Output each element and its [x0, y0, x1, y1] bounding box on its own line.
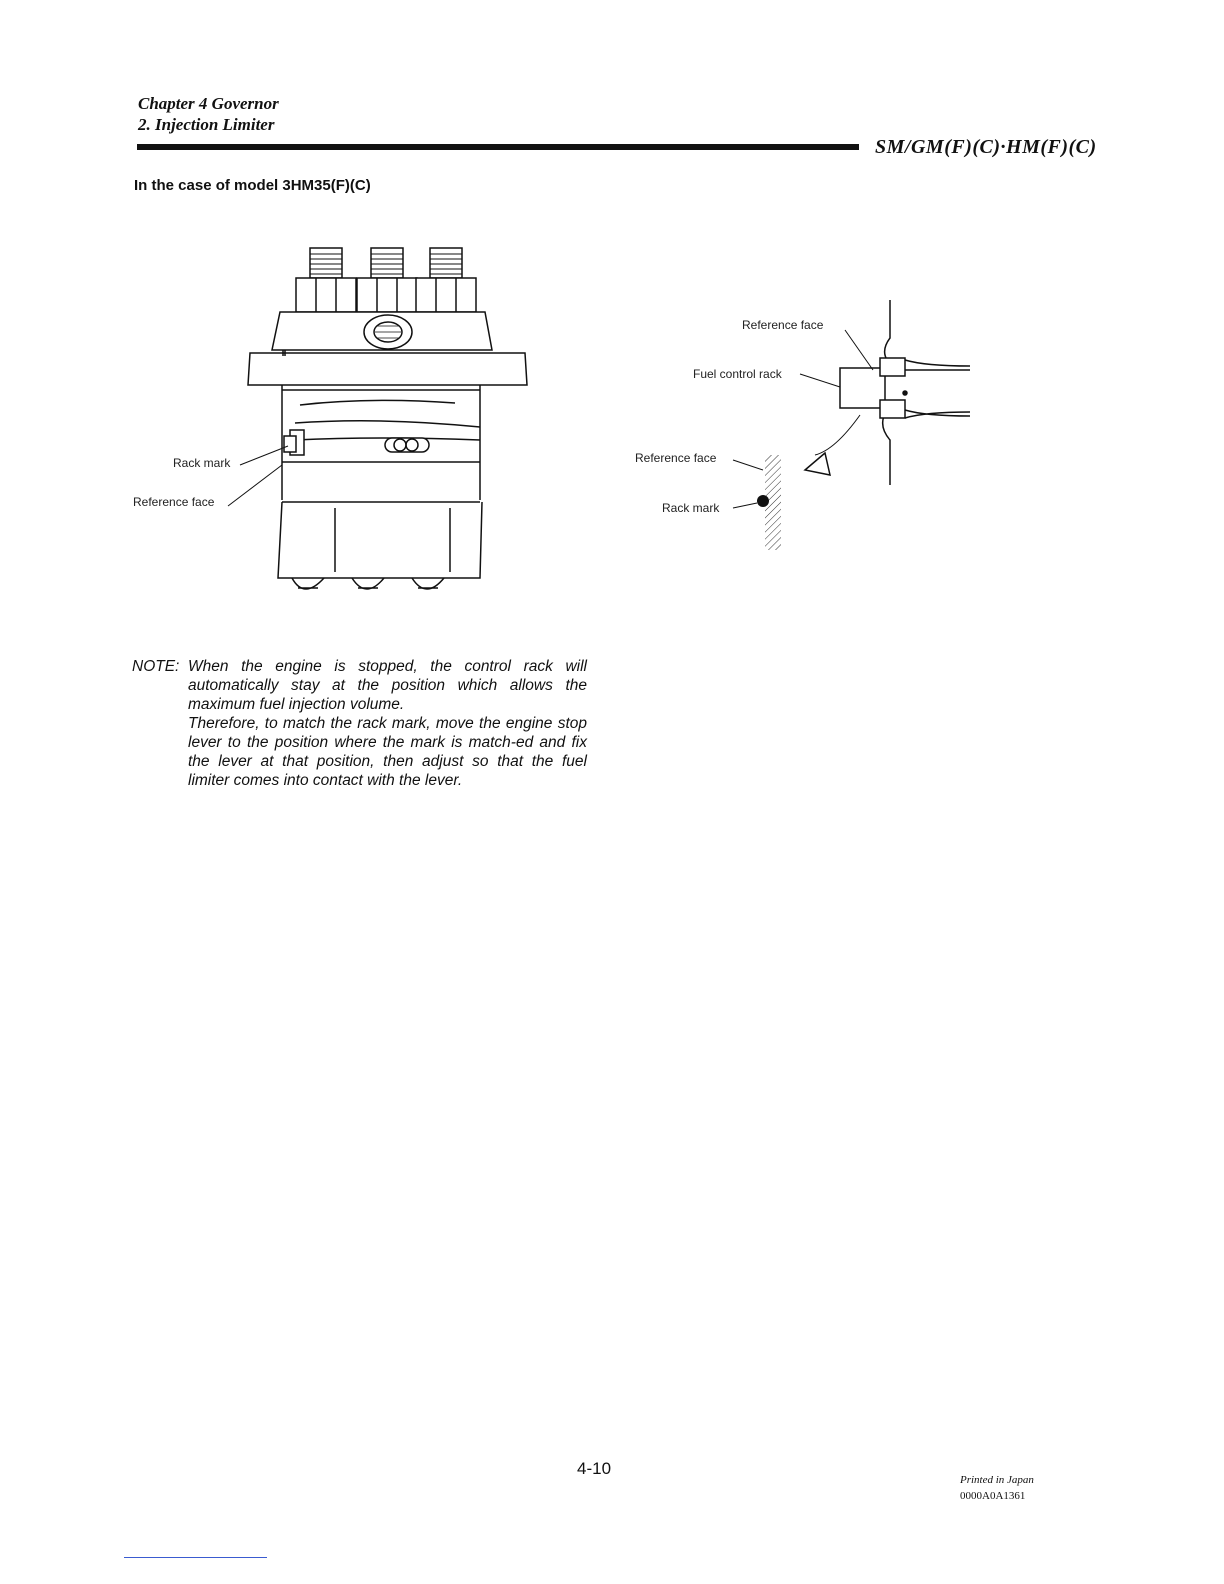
rack-detail-figure: [625, 290, 985, 560]
delivery-valve-1: [296, 248, 356, 312]
footer-line: [124, 1557, 267, 1558]
label-reference-face: Reference face: [133, 495, 215, 509]
note-label: NOTE:: [132, 658, 180, 675]
note-block: [132, 657, 587, 790]
rack-mark-leader: [240, 446, 288, 465]
model-section-title: In the case of model 3HM35(F)(C): [134, 177, 371, 194]
document-code: 0000A0A1361: [960, 1490, 1026, 1502]
page-number: 4-10: [577, 1459, 612, 1478]
label-rack-mark: Rack mark: [173, 456, 231, 470]
label-fuel-control-rack: Fuel control rack: [693, 367, 782, 381]
label-reference-face-top: Reference face: [742, 318, 824, 332]
header-rule: [137, 144, 859, 150]
delivery-valve-2: [357, 248, 417, 312]
chapter-heading: [138, 93, 279, 135]
reference-face-leader: [228, 465, 282, 506]
model-tag: SM/GM(F)(C)·HM(F)(C): [875, 136, 1097, 158]
printed-info: [960, 1472, 1034, 1504]
fuel-control-rack: [840, 368, 885, 408]
delivery-valve-3: [416, 248, 476, 312]
label-rack-mark-right: Rack mark: [662, 501, 720, 515]
rack-mark-dot: [757, 495, 769, 507]
printed-in: Printed in Japan: [960, 1474, 1034, 1486]
section-title: 2. Injection Limiter: [138, 115, 275, 134]
injection-pump-figure: [120, 240, 560, 610]
chapter-title: Chapter 4 Governor: [138, 94, 279, 113]
label-reference-face-bottom: Reference face: [635, 451, 717, 465]
note-paragraph-2: Therefore, to match the rack mark, move the engine stop lever to the position where the mark is match-ed and fix the lever at that position, then adjust so that the fuel limiter comes into contact with the lever.: [188, 715, 587, 789]
note-paragraph-1: When the engine is stopped, the control rack will automatically stay at the position which allows the maximum fuel injection volume.: [188, 658, 587, 713]
